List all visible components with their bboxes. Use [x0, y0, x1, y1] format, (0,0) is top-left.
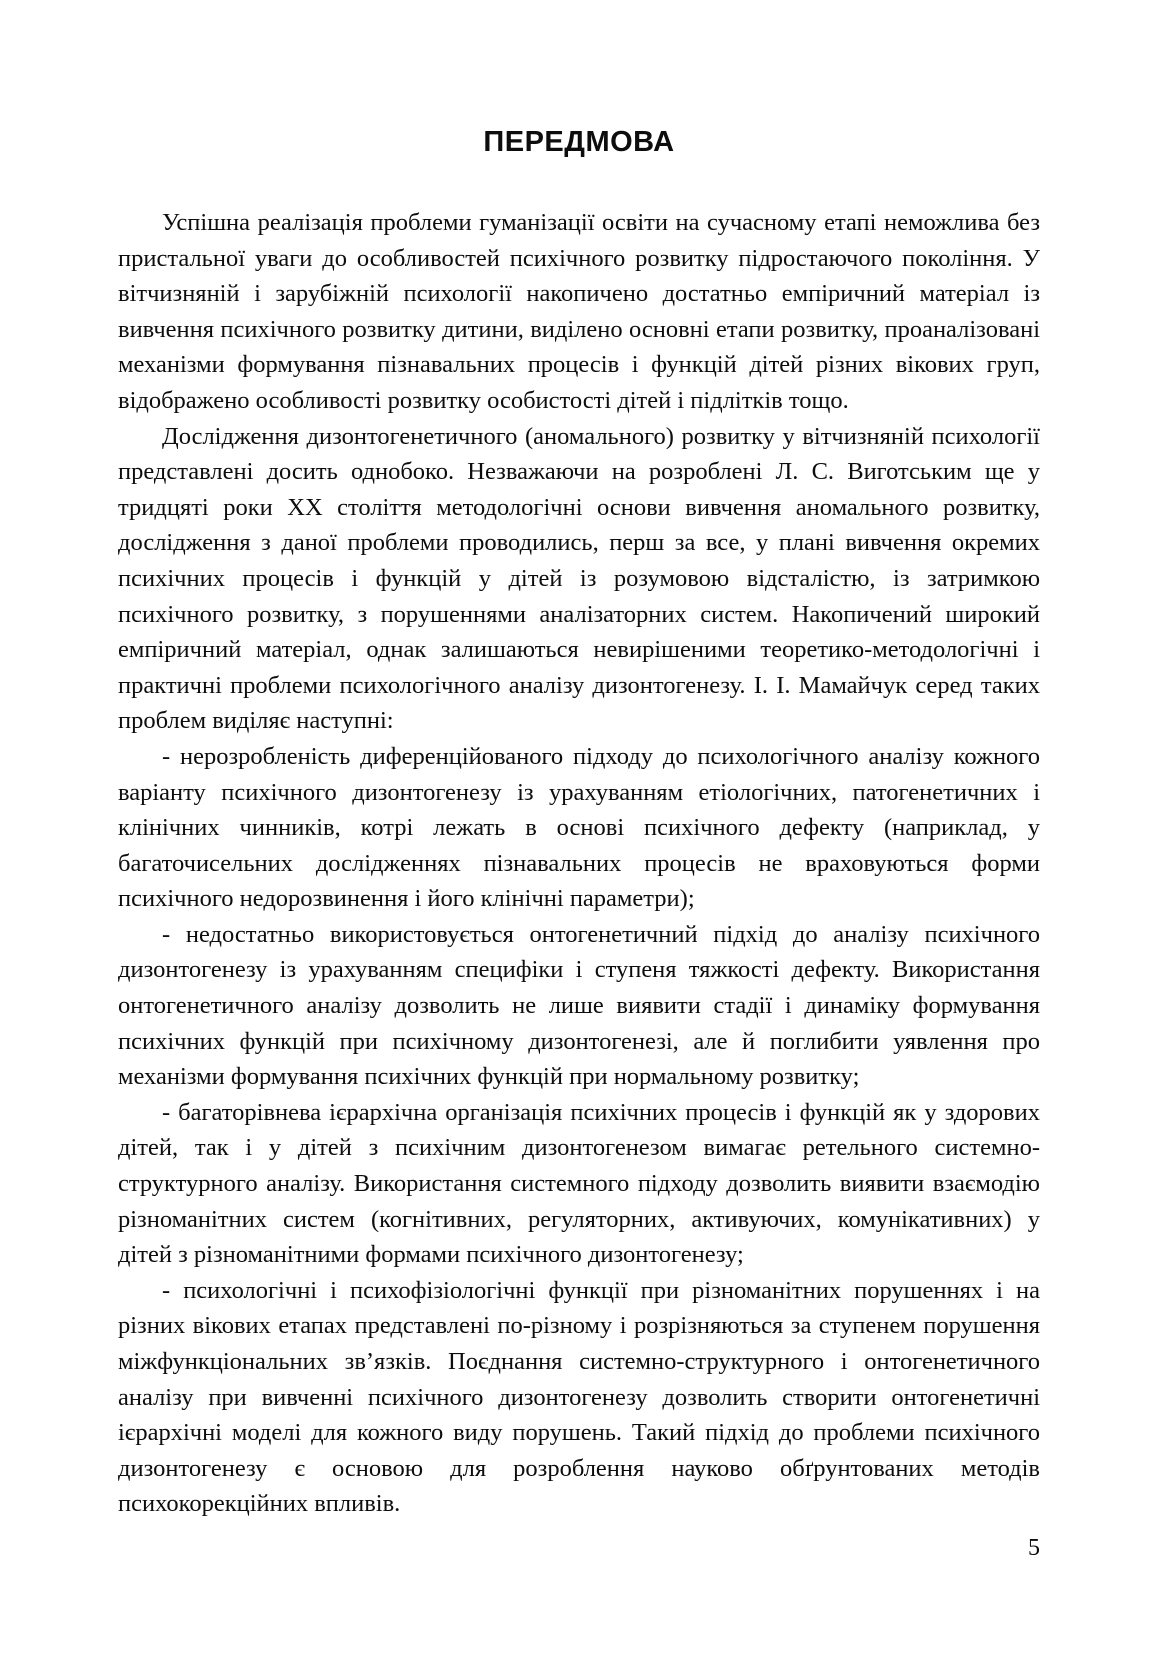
- paragraph: - багаторівнева ієрархічна організація психічних процесів і функцій як у здорових дітей, так і у дітей з психічним дизонтогенезом вимагає ретельного системно-структурного аналізу. Використання системного підходу дозволить виявити взаємодію різноманітних систем (когнітивних, регуляторних, активуючих, комунікативних) у дітей з різноманітними формами психічного дизонтогенезу;: [118, 1098, 1040, 1269]
- paragraph: - нерозробленість диференційованого підходу до психологічного аналізу кожного варіанту психічного дизонтогенезу із урахуванням етіологічних, патогенетичних і клінічних чинників, котрі лежать в основі психічного дефекту (наприклад, у багаточисельних дослідженнях пізнавальних процесів не враховуються форми психічного недорозвинення і його клінічні параметри);: [118, 742, 1040, 913]
- paragraph: Успішна реалізація проблеми гуманізації освіти на сучасному етапі неможлива без пристальної уваги до особливостей психічного розвитку підростаючого покоління. У вітчизняній і зарубіжній психології накопичено достатньо емпіричний матеріал із вивчення психічного розвитку дитини, виділено основні етапи розвитку, проаналізовані механізми формування пізнавальних процесів і функцій дітей різних вікових груп, відображено особливості розвитку особистості дітей і підлітків тощо.: [118, 209, 1040, 414]
- paragraph: - недостатньо використовується онтогенетичний підхід до аналізу психічного дизонтогенезу із урахуванням специфіки і ступеня тяжкості дефекту. Використання онтогенетичного аналізу дозволить не лише виявити стадії і динаміку формування психічних функцій при психічному дизонтогенезі, але й поглибити уявлення про механізми формування психічних функцій при нормальному розвитку;: [118, 920, 1040, 1091]
- paragraph: Дослідження дизонтогенетичного (аномального) розвитку у вітчизняній психології представлені досить однобоко. Незважаючи на розроблені Л. С. Виготським ще у тридцяті роки XX століття методологічні основи вивчення аномального розвитку, дослідження з даної проблеми проводились, перш за все, у плані вивчення окремих психічних процесів і функцій у дітей із розумовою відсталістю, із затримкою психічного розвитку, з порушеннями аналізаторних систем. Накопичений широкий емпіричний матеріал, однак залишаються невирішеними теоретико-методологічні і практичні проблеми психологічного аналізу дизонтогенезу. І. І. Мамайчук серед таких проблем виділяє наступні:: [118, 422, 1040, 735]
- page-title: ПЕРЕДМОВА: [483, 126, 675, 158]
- page-number: 5: [1028, 1535, 1040, 1561]
- paragraph: - психологічні і психофізіологічні функції при різноманітних порушеннях і на різних вікових етапах представлені по-різному і розрізняються за ступенем порушення міжфункціональних зв’язків. Поєднання системно-структурного і онтогенетичного аналізу при вивченні психічного дизонтогенезу дозволить створити онтогенетичні ієрархічні моделі для кожного виду порушень. Такий підхід до проблеми психічного дизонтогенезу є основою для розроблення науково обґрунтованих методів психокорекційних впливів.: [118, 1276, 1040, 1518]
- page-content: [118, 126, 1040, 1522]
